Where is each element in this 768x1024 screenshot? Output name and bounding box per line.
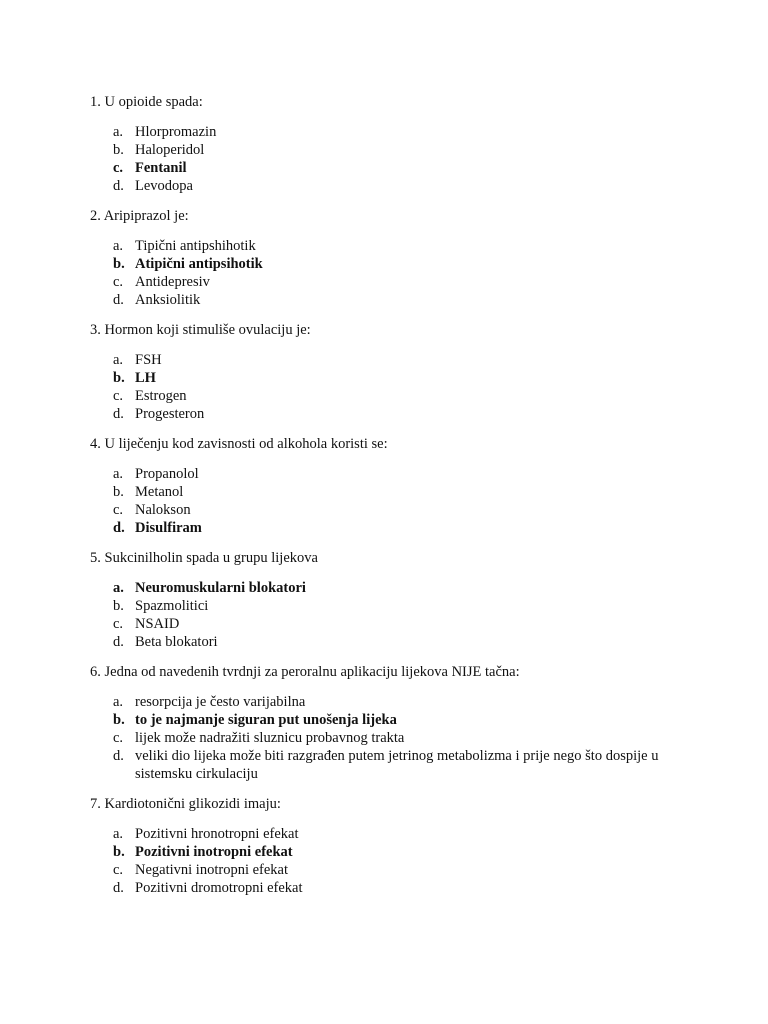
option-text: Tipični antipshihotik [135,238,256,254]
option-text: Anksiolitik [135,292,201,308]
question-number: 1. [90,94,101,110]
option-c [90,615,690,633]
option-letter: d. [113,880,124,896]
option-text: Estrogen [135,388,187,404]
question-stem: Sukcinilholin spada u grupu lijekova [104,550,318,566]
option-text: veliki dio lijeka može biti razgrađen putem jetrinog metabolizma i prije nego što dospije u sistemsku cirkulaciju [135,748,659,782]
question-number: 7. [90,796,101,812]
question-4 [90,435,690,537]
option-text: LH [135,370,156,386]
question-6 [90,663,690,783]
option-letter: b. [113,370,125,386]
option-b [90,141,690,159]
option-d-correct [90,519,690,537]
question-stem: Kardiotonični glikozidi imaju: [104,796,281,812]
option-c-correct [90,159,690,177]
option-letter: c. [113,862,124,878]
answer-options [90,237,690,309]
question-text [90,795,690,813]
answer-options [90,693,690,783]
option-text: Hlorpromazin [135,124,217,140]
option-letter: c. [113,388,124,404]
option-c [90,501,690,519]
question-5 [90,549,690,651]
option-letter: d. [113,178,124,194]
option-text: Haloperidol [135,142,205,158]
option-d [90,633,690,651]
answer-options [90,825,690,897]
question-number: 2. [90,208,101,224]
option-d [90,177,690,195]
option-text: Pozitivni dromotropni efekat [135,880,303,896]
option-a [90,465,690,483]
option-d [90,291,690,309]
option-text: Neuromuskularni blokatori [135,580,306,596]
question-text [90,321,690,339]
option-a [90,351,690,369]
option-c [90,387,690,405]
option-letter: c. [113,274,124,290]
option-letter: c. [113,160,124,176]
option-a [90,237,690,255]
option-text: Propanolol [135,466,199,482]
question-text [90,549,690,567]
question-stem: Aripiprazol je: [103,208,189,224]
question-text [90,435,690,453]
question-text [90,93,690,111]
question-1 [90,93,690,195]
option-letter: d. [113,292,124,308]
option-b-correct [90,255,690,273]
option-text: Progesteron [135,406,205,422]
question-7 [90,795,690,897]
option-text: FSH [135,352,162,368]
question-stem: U liječenju kod zavisnosti od alkohola koristi se: [104,436,388,452]
document-page [90,93,690,909]
option-text: Metanol [135,484,184,500]
option-d [90,879,690,897]
option-d [90,747,690,783]
question-stem: U opioide spada: [104,94,203,110]
question-number: 5. [90,550,101,566]
option-text: to je najmanje siguran put unošenja lijeka [135,712,397,728]
option-letter: b. [113,484,124,500]
option-text: Fentanil [135,160,187,176]
question-stem: Jedna od navedenih tvrdnji za peroralnu aplikaciju lijekova NIJE tačna: [104,664,520,680]
option-text: Pozitivni hronotropni efekat [135,826,299,842]
option-letter: d. [113,634,124,650]
option-a [90,825,690,843]
question-number: 6. [90,664,101,680]
option-a-correct [90,579,690,597]
option-b [90,597,690,615]
question-text [90,207,690,225]
option-letter: d. [113,520,125,536]
option-text: Negativni inotropni efekat [135,862,289,878]
option-letter: a. [113,124,124,140]
option-text: NSAID [135,616,180,632]
answer-options [90,465,690,537]
question-number: 3. [90,322,101,338]
question-text [90,663,690,681]
option-c [90,861,690,879]
option-letter: b. [113,712,125,728]
option-text: Nalokson [135,502,191,518]
question-number: 4. [90,436,101,452]
option-letter: a. [113,466,124,482]
option-letter: b. [113,142,124,158]
option-text: Levodopa [135,178,193,194]
option-b-correct [90,843,690,861]
answer-options [90,351,690,423]
option-letter: a. [113,352,124,368]
answer-options [90,123,690,195]
option-a [90,693,690,711]
question-2 [90,207,690,309]
option-a [90,123,690,141]
option-text: Beta blokatori [135,634,218,650]
option-letter: c. [113,730,124,746]
option-text: Atipični antipsihotik [135,256,263,272]
option-b-correct [90,711,690,729]
option-letter: c. [113,616,124,632]
option-letter: b. [113,844,125,860]
question-stem: Hormon koji stimuliše ovulaciju je: [104,322,311,338]
option-letter: a. [113,826,124,842]
option-d [90,405,690,423]
option-letter: b. [113,598,124,614]
option-letter: a. [113,238,124,254]
option-text: lijek može nadražiti sluznicu probavnog trakta [135,730,405,746]
option-b [90,483,690,501]
option-b-correct [90,369,690,387]
question-3 [90,321,690,423]
option-letter: d. [113,748,124,764]
option-text: Spazmolitici [135,598,209,614]
option-letter: c. [113,502,124,518]
option-letter: d. [113,406,124,422]
option-letter: a. [113,694,124,710]
option-c [90,729,690,747]
option-text: resorpcija je često varijabilna [135,694,306,710]
option-letter: a. [113,580,124,596]
option-text: Antidepresiv [135,274,210,290]
option-text: Pozitivni inotropni efekat [135,844,293,860]
option-c [90,273,690,291]
answer-options [90,579,690,651]
option-text: Disulfiram [135,520,202,536]
option-letter: b. [113,256,125,272]
